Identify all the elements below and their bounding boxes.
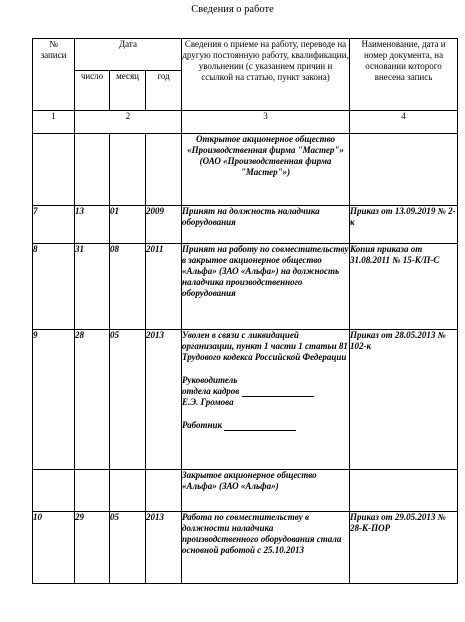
record-month (110, 134, 146, 206)
signature-title-line2: отдела кадров (182, 386, 240, 396)
column-number-3: 3 (182, 111, 350, 134)
record-document: Копия приказа от 31.08.2011 № 15-К/П-С (350, 244, 458, 330)
record-month: 05 (110, 330, 146, 470)
worker-signature-line (224, 430, 296, 431)
record-month (110, 470, 146, 512)
record-year: 2009 (146, 206, 182, 244)
record-document (350, 134, 458, 206)
record-document: Приказ от 28.05.2013 № 102-к (350, 330, 458, 470)
record-month: 01 (110, 206, 146, 244)
header-work-info: Сведения о приеме на работу, переводе на другую постоянную работу, квалификации, увольнении (с указанием причин и ссылкой на статью, пункт закона) (182, 39, 350, 111)
record-year: 2013 (146, 330, 182, 470)
table-row (33, 512, 458, 584)
header-record-number: № записи (33, 39, 75, 111)
record-month: 05 (110, 512, 146, 584)
column-number-1: 1 (33, 111, 75, 134)
column-number-2: 2 (75, 111, 182, 134)
record-month: 08 (110, 244, 146, 330)
record-info: Закрытое акционерное общество «Альфа» (ЗАО «Альфа») (182, 470, 350, 512)
record-document: Приказ от 13.09.2019 № 2-к (350, 206, 458, 244)
record-number (33, 134, 75, 206)
record-info: Открытое акционерное общество «Производственная фирма "Мастер"» (ОАО «Производственная фирма "Мастер"») (182, 134, 350, 206)
record-document: Приказ от 29.05.2013 № 28-К-ПОР (350, 512, 458, 584)
record-day (75, 470, 110, 512)
record-document (350, 470, 458, 512)
page-title: Сведения о работе (191, 4, 274, 15)
header-month: месяц (110, 71, 146, 111)
record-info: Работа по совместительству в должности наладчика производственного оборудования стала основной работой с 25.10.2013 (182, 512, 350, 584)
record-info: Принят на работу по совместительству в закрытое акционерное общество «Альфа» (ЗАО «Альфа») на должность наладчика производственного оборудования (182, 244, 350, 330)
record-year: 2013 (146, 512, 182, 584)
worker-label: Работник (182, 420, 223, 430)
table-row (33, 330, 458, 470)
column-number-4: 4 (350, 111, 458, 134)
header-day: число (75, 71, 110, 111)
table-row (33, 206, 458, 244)
record-year (146, 134, 182, 206)
record-info-cell (182, 330, 350, 470)
table-row (33, 244, 458, 330)
header-date: Дата (75, 39, 182, 71)
record-info: Уволен в связи с ликвидацией организации, пункт 1 части 1 статьи 81 Трудового кодекса Российской Федерации (182, 330, 348, 362)
record-number (33, 470, 75, 512)
record-day: 29 (75, 512, 110, 584)
record-day: 28 (75, 330, 110, 470)
record-number: 9 (33, 330, 75, 470)
header-document: Наименование, дата и номер документа, на основании которого внесена запись (350, 39, 458, 111)
table-row (33, 470, 458, 512)
record-day (75, 134, 110, 206)
record-number: 8 (33, 244, 75, 330)
record-number: 10 (33, 512, 75, 584)
record-day: 31 (75, 244, 110, 330)
record-info: Принят на должность наладчика оборудования (182, 206, 350, 244)
record-year: 2011 (146, 244, 182, 330)
record-year (146, 470, 182, 512)
work-record-table (32, 38, 458, 584)
header-year: год (146, 71, 182, 111)
table-row (33, 134, 458, 206)
record-day: 13 (75, 206, 110, 244)
signature-title-line1: Руководитель (182, 375, 238, 385)
signature-name: Е.Э. Громова (182, 397, 234, 407)
record-number: 7 (33, 206, 75, 244)
signature-line (242, 396, 314, 397)
